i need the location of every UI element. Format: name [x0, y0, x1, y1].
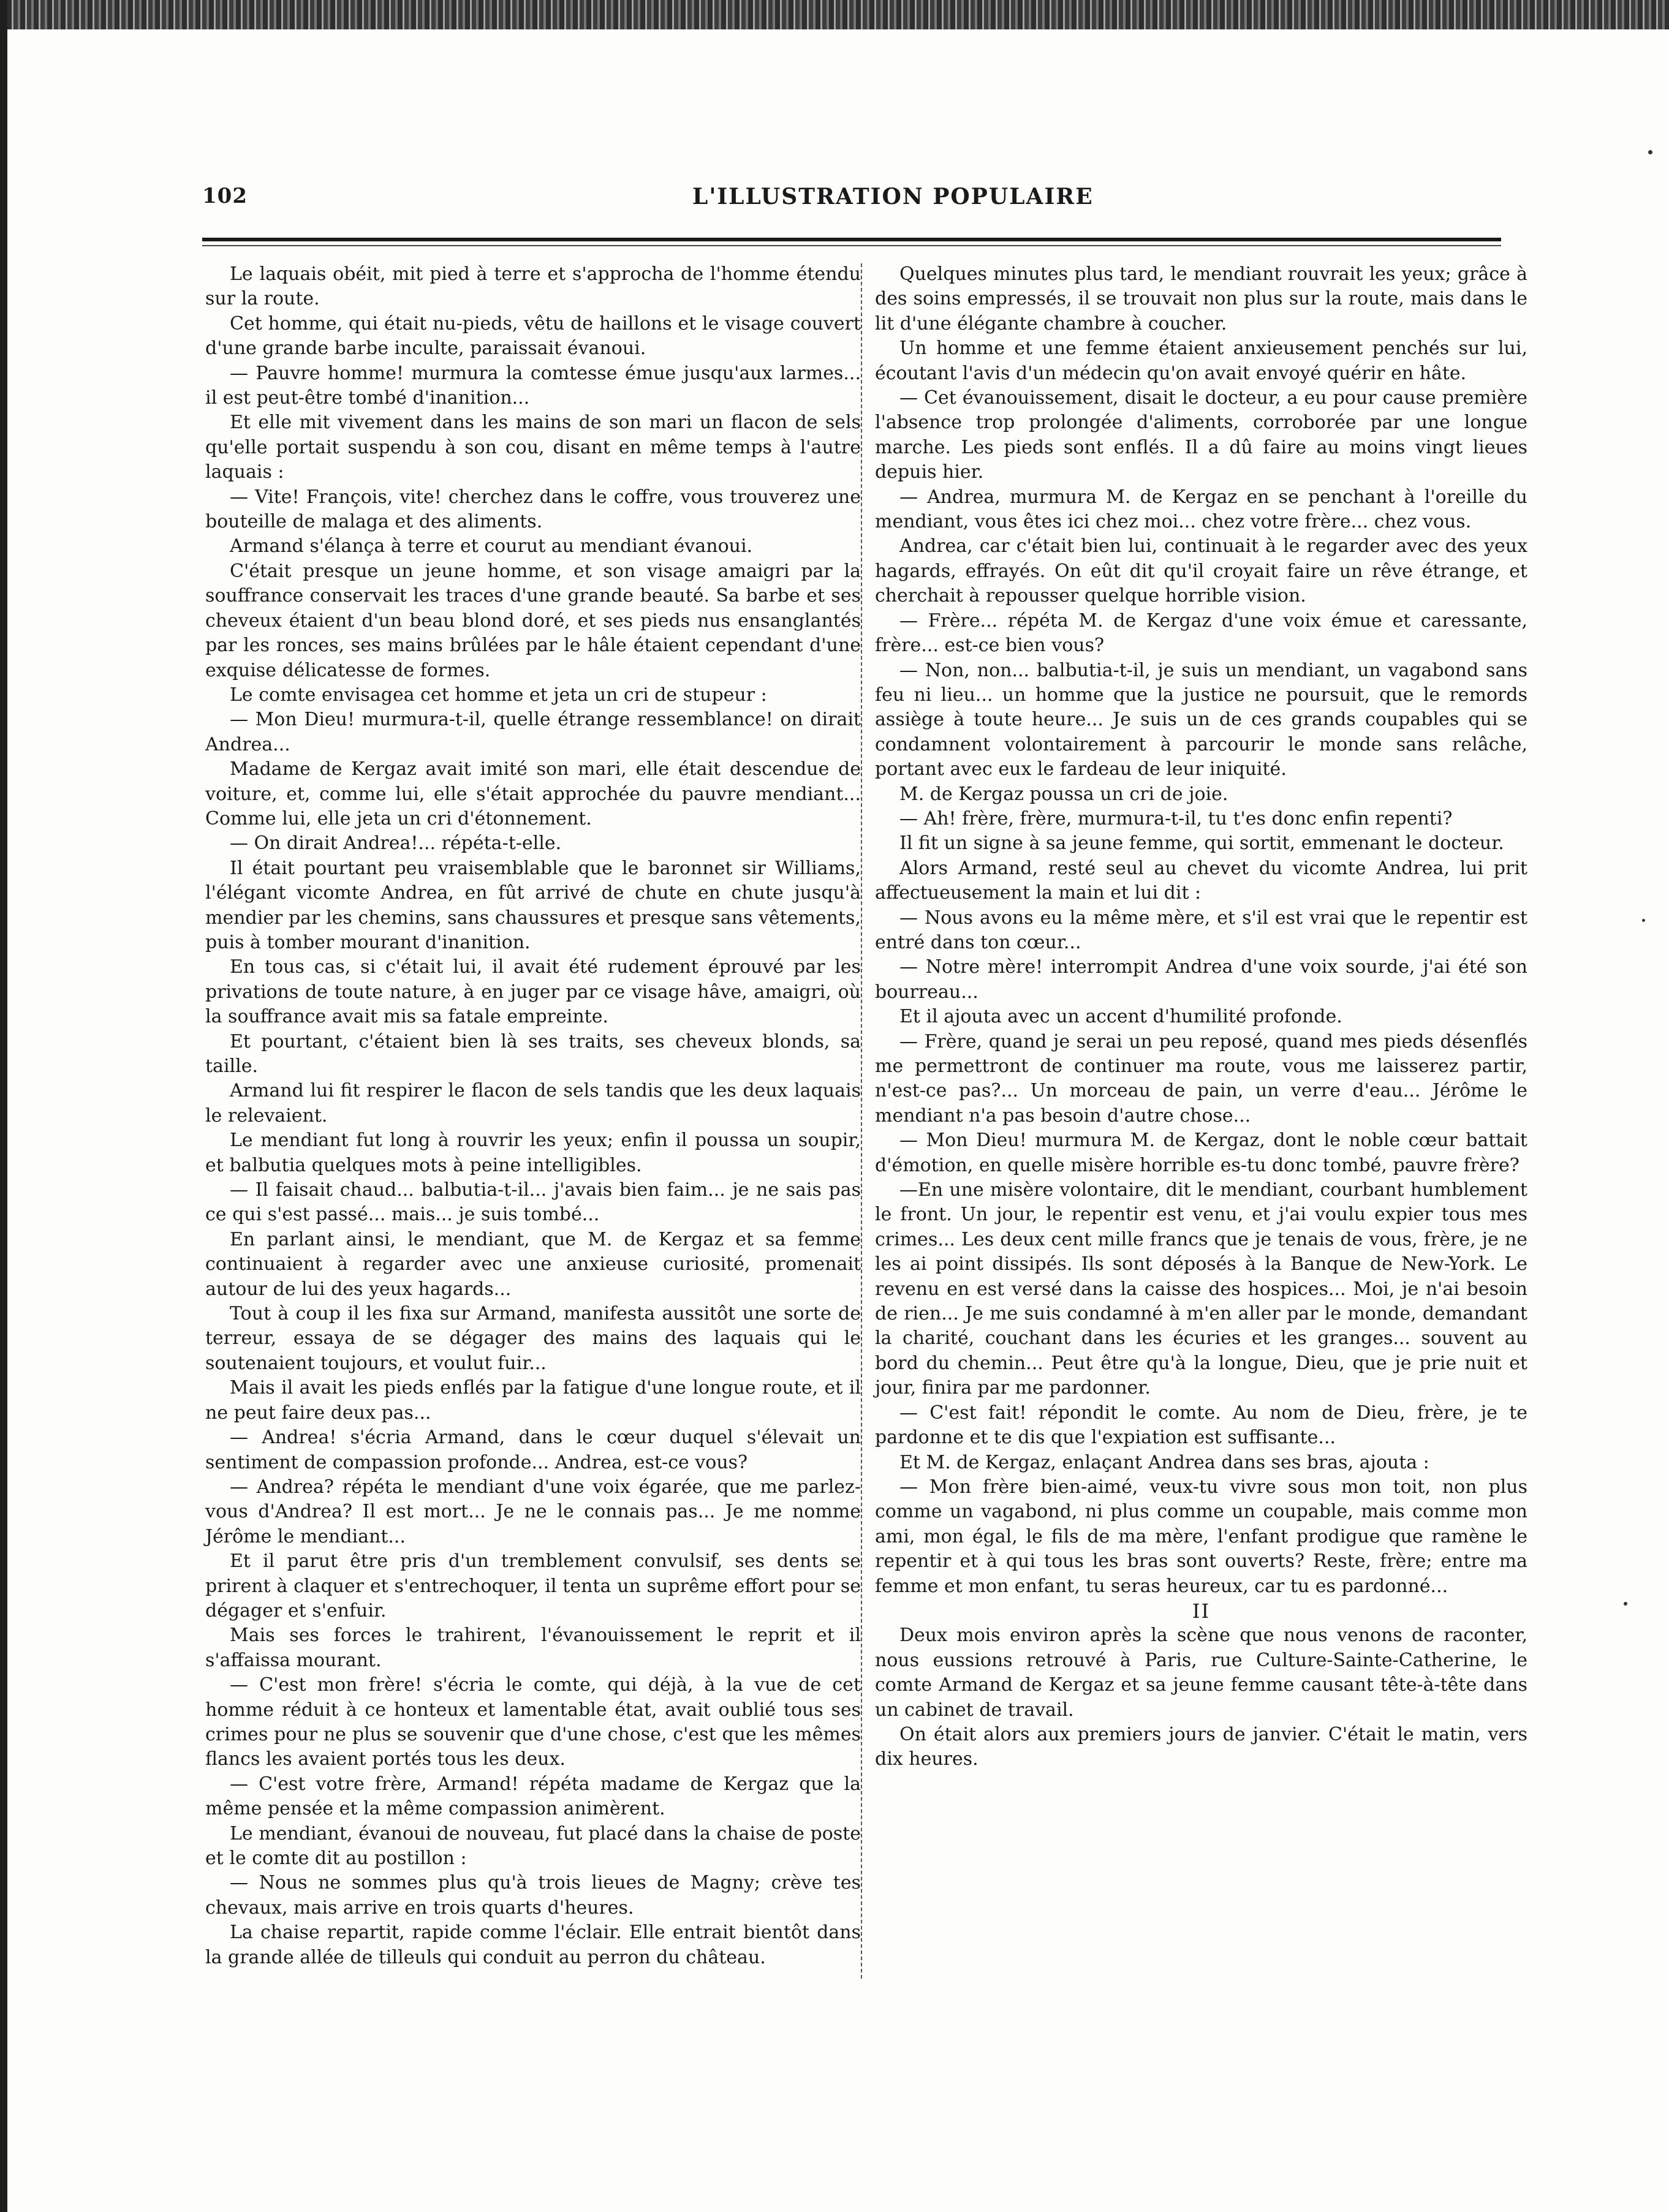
left-column: [205, 262, 861, 1970]
paragraph: Alors Armand, resté seul au chevet du vicomte Andrea, lui prit affectueusement la main et lui dit :: [875, 857, 1527, 904]
paragraph: Le mendiant fut long à rouvrir les yeux; enfin il poussa un soupir, et balbutia quelques mots à peine intelligibles.: [205, 1130, 861, 1176]
section-body: [875, 1623, 1527, 1772]
paragraph: Le comte envisagea cet homme et jeta un cri de stupeur :: [230, 684, 767, 706]
paragraph: Madame de Kergaz avait imité son mari, elle était descendue de voiture, et, comme lui, elle s'était approchée du pauvre mendiant... Comme lui, elle jeta un cri d'étonnement.: [205, 758, 861, 829]
paragraph: — Ah! frère, frère, murmura-t-il, tu t'es donc enfin repenti?: [899, 807, 1453, 829]
paragraph: Mais ses forces le trahirent, l'évanouissement le reprit et il s'affaissa mourant.: [205, 1625, 861, 1671]
paragraph: Armand lui fit respirer le flacon de sels tandis que les deux laquais le relevaient.: [205, 1080, 861, 1127]
paragraph: M. de Kergaz poussa un cri de joie.: [899, 783, 1228, 805]
paragraph: On était alors aux premiers jours de janvier. C'était le matin, vers dix heures.: [875, 1723, 1527, 1770]
paragraph: Armand s'élança à terre et courut au mendiant évanoui.: [230, 535, 753, 557]
scan-top-edge: [0, 0, 1669, 29]
paragraph: — Mon Dieu! murmura-t-il, quelle étrange ressemblance! on dirait Andrea...: [205, 709, 861, 755]
paragraph: Andrea, car c'était bien lui, continuait à le regarder avec des yeux hagards, effrayés. On eût dit qu'il croyait faire un rêve étrange, et cherchait à repousser quelque horrible vision.: [875, 535, 1527, 607]
paragraph: — Pauvre homme! murmura la comtesse émue jusqu'aux larmes... il est peut-être tombé d'inanition...: [205, 362, 861, 409]
paragraph: Un homme et une femme étaient anxieusement penchés sur lui, écoutant l'avis d'un médecin qu'on avait envoyé quérir en hâte.: [875, 338, 1527, 384]
running-title: L'ILLUSTRATION POPULAIRE: [692, 184, 1094, 209]
scan-speck: [1648, 150, 1652, 154]
paragraph: La chaise repartit, rapide comme l'éclair. Elle entrait bientôt dans la grande allée de tilleuls qui conduit au perron du château.: [205, 1922, 861, 1968]
paragraph: — Non, non... balbutia-t-il, je suis un mendiant, un vagabond sans feu ni lieu... un homme que la justice ne poursuit, que le remords assiège à toute heure... Je suis un de ces grands coupables qui se condamnent volontairement à parcourir le monde sans relâche, portant avec eux le fardeau de leur iniquité.: [875, 659, 1527, 780]
paragraph: Le laquais obéit, mit pied à terre et s'approcha de l'homme étendu sur la route.: [205, 263, 861, 310]
paragraph: — Mon frère bien-aimé, veux-tu vivre sous mon toit, non plus comme un vagabond, ni plus comme un coupable, mais comme mon ami, mon égal, le fils de ma mère, l'enfant prodigue que ramène le repentir et à qui tous les bras sont ouverts? Reste, frère; entre ma femme et mon enfant, tu seras heureux, car tu es pardonné...: [875, 1476, 1527, 1597]
paragraph: — Andrea? répéta le mendiant d'une voix égarée, que me parlez-vous d'Andrea? Il est mort... Je ne le connais pas... Je me nomme Jérôme le mendiant...: [205, 1476, 861, 1547]
paragraph: — Andrea, murmura M. de Kergaz en se penchant à l'oreille du mendiant, vous êtes ici chez moi... chez votre frère... chez vous.: [875, 486, 1527, 533]
paragraph: — Cet évanouissement, disait le docteur, a eu pour cause première l'absence trop prolongée d'aliments, corroborée par une longue marche. Les pieds sont enflés. Il a dû faire au moins vingt lieues depuis hier.: [875, 387, 1527, 483]
right-column: [875, 262, 1527, 1772]
paragraph: — On dirait Andrea!... répéta-t-elle.: [230, 832, 562, 855]
paragraph: Et elle mit vivement dans les mains de son mari un flacon de sels qu'elle portait suspendu à son cou, disant en même temps à l'autre laquais :: [205, 412, 861, 483]
paragraph: — C'est votre frère, Armand! répéta madame de Kergaz que la même pensée et la même compassion animèrent.: [205, 1773, 861, 1820]
paragraph: — Frère, quand je serai un peu reposé, quand mes pieds désenflés me permettront de continuer ma route, vous me laisserez partir, n'est-ce pas?... Un morceau de pain, un verre d'eau... Jérôme le mendiant n'a pas besoin d'autre chose...: [875, 1030, 1527, 1127]
section-heading: II: [1192, 1599, 1211, 1623]
paragraph: — Nous ne sommes plus qu'à trois lieues de Magny; crève tes chevaux, mais arrive en trois quarts d'heures.: [205, 1872, 861, 1919]
paragraph: Mais il avait les pieds enflés par la fatigue d'une longue route, et il ne peut faire deux pas...: [205, 1377, 861, 1424]
scan-speck: [1642, 919, 1645, 922]
paragraph: — Notre mère! interrompit Andrea d'une voix sourde, j'ai été son bourreau...: [875, 956, 1527, 1003]
paragraph: — Frère... répéta M. de Kergaz d'une voix émue et caressante, frère... est-ce bien vous?: [875, 610, 1527, 657]
paragraph: — Vite! François, vite! cherchez dans le coffre, vous trouverez une bouteille de malaga et des aliments.: [205, 486, 861, 533]
paragraph: Deux mois environ après la scène que nous venons de raconter, nous eussions retrouvé à Paris, rue Culture-Sainte-Catherine, le comte Armand de Kergaz et sa jeune femme causant tête-à-tête dans un cabinet de travail.: [875, 1625, 1527, 1721]
paragraph: C'était presque un jeune homme, et son visage amaigri par la souffrance conservait les traces d'une grande beauté. Sa barbe et ses cheveux étaient d'un beau blond doré, et ses pieds nus ensanglantés par les ronces, ses mains brûlées par le hâle étaient cependant d'une exquise délicatesse de formes.: [205, 560, 861, 681]
scan-speck: [1624, 1602, 1627, 1606]
paragraph: En tous cas, si c'était lui, il avait été rudement éprouvé par les privations de toute nature, à en juger par ce visage hâve, amaigri, où la souffrance avait mis sa fatale empreinte.: [205, 956, 861, 1028]
paragraph: —En une misère volontaire, dit le mendiant, courbant humblement le front. Un jour, le repentir est venu, et j'ai voulu expier tous mes crimes... Les deux cent mille francs que je tenais de vous, frère, je ne les ai point dissipés. Ils sont déposés à la Banque de New-York. Le revenu en est versé dans la caisse des hospices... Moi, je n'ai besoin de rien... Je me suis condamné à m'en aller par le monde, demandant la charité, couchant dans les écuries et les granges... souvent au bord du chemin... Peut être qu'à la longue, Dieu, que je prie nuit et jour, finira par me pardonner.: [875, 1179, 1527, 1399]
column-divider: [861, 263, 862, 1979]
paragraph: En parlant ainsi, le mendiant, que M. de Kergaz et sa femme continuaient à regarder avec une anxieuse curiosité, promenait autour de lui des yeux hagards...: [205, 1228, 861, 1300]
paragraph: Quelques minutes plus tard, le mendiant rouvrait les yeux; grâce à des soins empressés, il se trouvait non plus sur la route, mais dans le lit d'une élégante chambre à coucher.: [875, 263, 1527, 334]
page-number: 102: [202, 184, 248, 208]
paragraph: Et pourtant, c'étaient bien là ses traits, ses cheveux blonds, sa taille.: [205, 1030, 861, 1077]
paragraph: — C'est fait! répondit le comte. Au nom de Dieu, frère, je te pardonne et te dis que l'expiation est suffisante...: [875, 1402, 1527, 1449]
scan-left-edge: [0, 0, 7, 2212]
header-rule-thin: [202, 245, 1501, 246]
paragraph: — Mon Dieu! murmura M. de Kergaz, dont le noble cœur battait d'émotion, en quelle misère horrible es-tu donc tombé, pauvre frère?: [875, 1130, 1527, 1176]
paragraph: — Il faisait chaud... balbutia-t-il... j'avais bien faim... je ne sais pas ce qui s'est passé... mais... je suis tombé...: [205, 1179, 861, 1226]
paragraph: — Nous avons eu la même mère, et s'il est vrai que le repentir est entré dans ton cœur...: [875, 907, 1527, 953]
paragraph: Il fit un signe à sa jeune femme, qui sortit, emmenant le docteur.: [899, 832, 1504, 855]
paragraph: Et il parut être pris d'un tremblement convulsif, ses dents se prirent à claquer et s'entrechoquer, il tenta un suprême effort pour se dégager et s'enfuir.: [205, 1550, 861, 1621]
paragraph: — C'est mon frère! s'écria le comte, qui déjà, à la vue de cet homme réduit à ce honteux et lamentable état, avait oublié tous ses crimes pour ne plus se souvenir que d'une chose, c'est que les mêmes flancs les avaient portés tous les deux.: [205, 1674, 861, 1770]
paragraph: Cet homme, qui était nu-pieds, vêtu de haillons et le visage couvert d'une grande barbe inculte, paraissait évanoui.: [205, 312, 861, 360]
page-header: [202, 184, 1501, 213]
paragraph: Et M. de Kergaz, enlaçant Andrea dans ses bras, ajouta :: [899, 1451, 1429, 1473]
paragraph: Il était pourtant peu vraisemblable que le baronnet sir Williams, l'élégant vicomte Andrea, en fût arrivé de chute en chute jusqu'à mendier par les chemins, sans chaussures et presque sans vêtements, puis à tomber mourant d'inanition.: [205, 857, 861, 953]
right-column-body: [875, 262, 1527, 1599]
paragraph: — Andrea! s'écria Armand, dans le cœur duquel s'élevait un sentiment de compassion profonde... Andrea, est-ce vous?: [205, 1427, 861, 1473]
paragraph: Le mendiant, évanoui de nouveau, fut placé dans la chaise de poste et le comte dit au postillon :: [205, 1822, 861, 1869]
paragraph: Et il ajouta avec un accent d'humilité profonde.: [899, 1006, 1342, 1028]
header-rule: [202, 238, 1501, 241]
paragraph: Tout à coup il les fixa sur Armand, manifesta aussitôt une sorte de terreur, essaya de se dégager des mains des laquais qui le soutenaient toujours, et voulut fuir...: [205, 1303, 861, 1374]
